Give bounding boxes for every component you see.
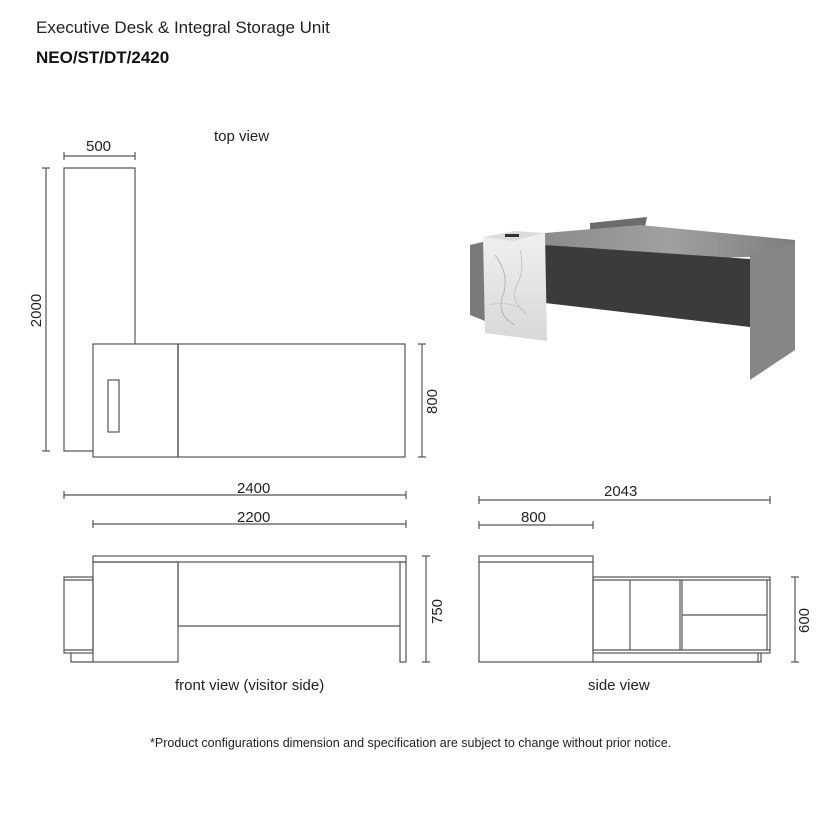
dim-desk-length: 2200 xyxy=(237,509,271,526)
product-code: NEO/ST/DT/2420 xyxy=(36,48,170,67)
dim-side-desk-depth: 800 xyxy=(521,509,547,526)
dim-overall-length: 2400 xyxy=(237,480,271,497)
desk-3d-render xyxy=(465,215,800,390)
dim-overall-depth: 2000 xyxy=(28,293,46,328)
dim-storage-height: 600 xyxy=(796,607,814,634)
top-view-drawing xyxy=(42,152,426,457)
top-view-label: top view xyxy=(214,128,270,145)
front-view-label: front view (visitor side) xyxy=(175,677,325,694)
dim-side-overall-length: 2043 xyxy=(604,483,638,500)
side-view-label: side view xyxy=(588,677,650,694)
dim-storage-width: 500 xyxy=(86,138,112,155)
dim-desk-height: 750 xyxy=(429,598,447,625)
disclaimer-note: *Product configurations dimension and specification are subject to change without prior notice. xyxy=(150,736,672,750)
dim-desk-depth-top: 800 xyxy=(424,388,442,415)
product-title: Executive Desk & Integral Storage Unit xyxy=(36,18,330,37)
